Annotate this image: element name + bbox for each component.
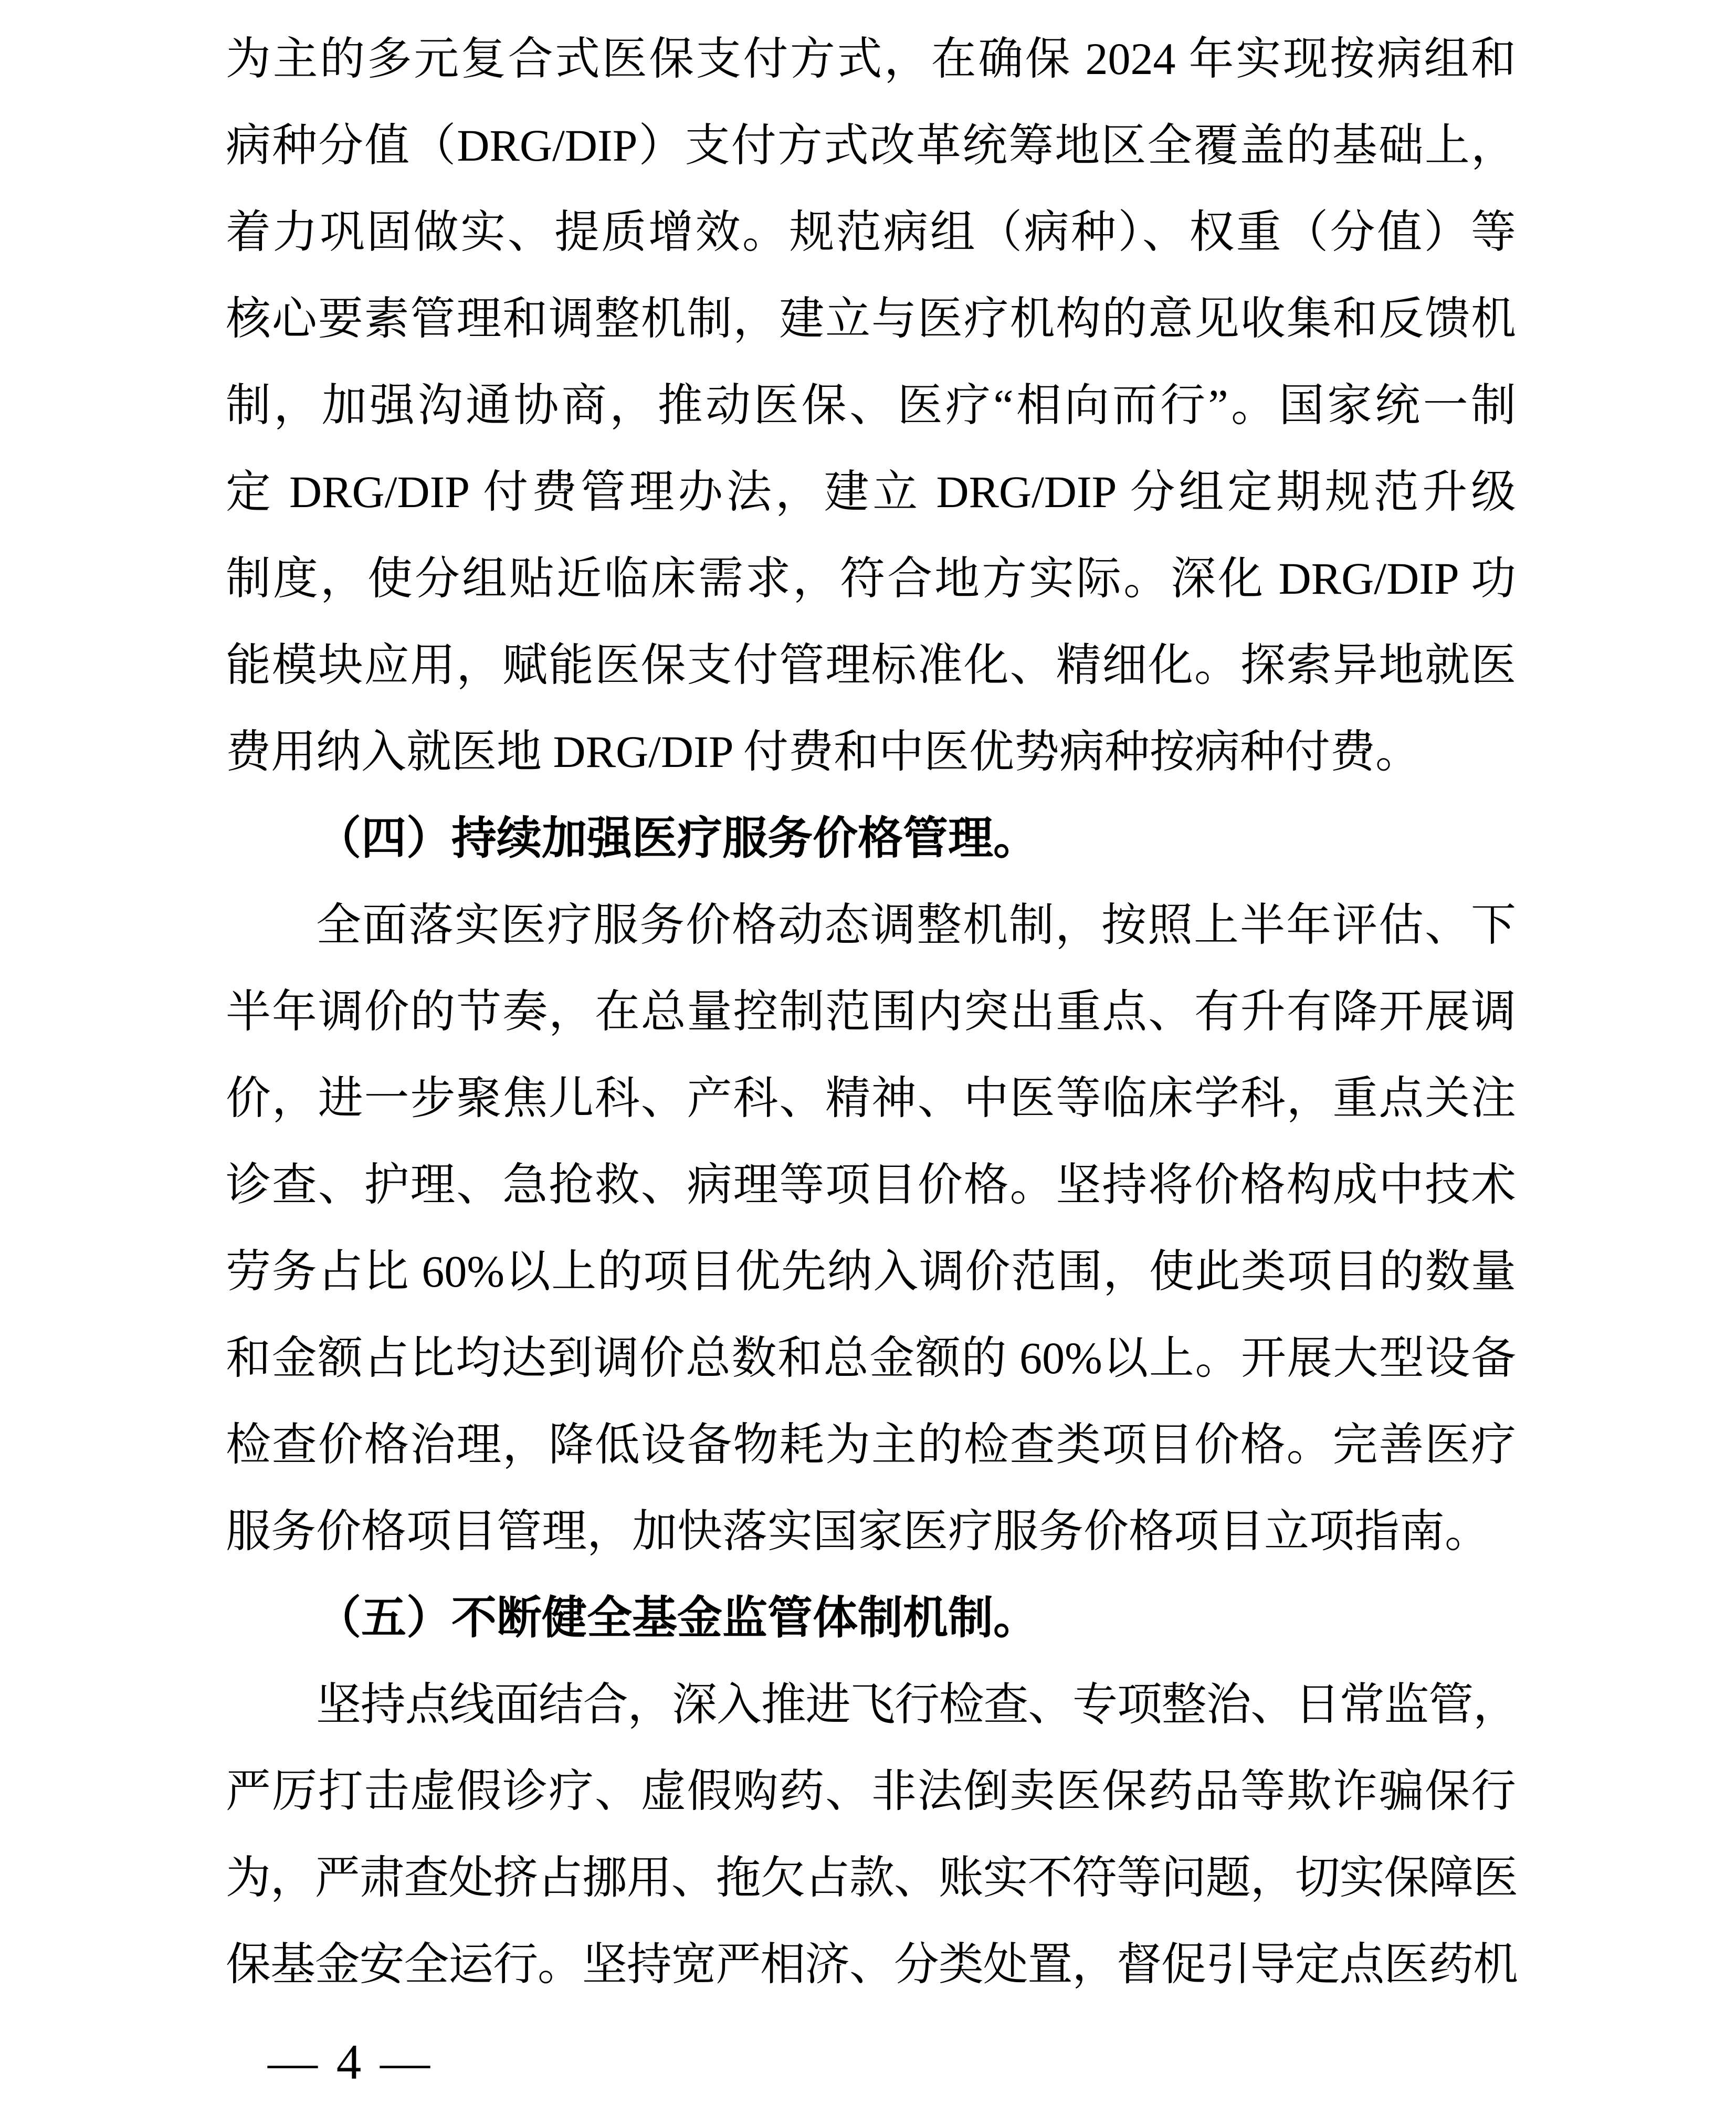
text-line: 核心要素管理和调整机制，建立与医疗机构的意见收集和反馈机 (226, 293, 1516, 344)
text-line: 全面落实医疗服务价格动态调整机制，按照上半年评估、下 (316, 900, 1516, 950)
text-line: 服务价格项目管理，加快落实国家医疗服务价格项目立项指南。 (226, 1506, 1490, 1556)
text-line: 严厉打击虚假诊疗、虚假购药、非法倒卖医保药品等欺诈骗保行 (226, 1766, 1516, 1816)
text-line: 诊查、护理、急抢救、病理等项目价格。坚持将价格构成中技术 (226, 1160, 1516, 1210)
text-line: 制，加强沟通协商，推动医保、医疗“相向而行”。国家统一制 (226, 380, 1516, 430)
text-line: 费用纳入就医地 DRG/DIP 付费和中医优势病种按病种付费。 (226, 727, 1421, 777)
section-heading-4: （四）持续加强医疗服务价格管理。 (316, 813, 1038, 864)
text-line: 着力巩固做实、提质增效。规范病组（病种）、权重（分值）等 (226, 207, 1516, 257)
text-line: 半年调价的节奏，在总量控制范围内突出重点、有升有降开展调 (226, 986, 1516, 1037)
text-line: 劳务占比 60%以上的项目优先纳入调价范围，使此类项目的数量 (226, 1246, 1516, 1297)
text-line: 为，严肃查处挤占挪用、拖欠占款、账实不符等问题，切实保障医 (226, 1853, 1516, 1903)
text-line: 坚持点线面结合，深入推进飞行检查、专项整治、日常监管， (316, 1679, 1516, 1730)
text-line: 为主的多元复合式医保支付方式，在确保 2024 年实现按病组和 (226, 34, 1516, 84)
text-line: 检查价格治理，降低设备物耗为主的检查类项目价格。完善医疗 (226, 1419, 1516, 1470)
section-heading-5: （五）不断健全基金监管体制机制。 (316, 1593, 1038, 1643)
text-line: 制度，使分组贴近临床需求，符合地方实际。深化 DRG/DIP 功 (226, 553, 1516, 604)
text-line: 定 DRG/DIP 付费管理办法，建立 DRG/DIP 分组定期规范升级 (226, 467, 1516, 517)
text-line: 保基金安全运行。坚持宽严相济、分类处置，督促引导定点医药机 (226, 1939, 1516, 1990)
text-line: 价，进一步聚焦儿科、产科、精神、中医等临床学科，重点关注 (226, 1073, 1516, 1123)
text-line: 病种分值（DRG/DIP）支付方式改革统筹地区全覆盖的基础上， (226, 120, 1516, 171)
document-body (226, 16, 1516, 2008)
text-line: 和金额占比均达到调价总数和总金额的 60%以上。开展大型设备 (226, 1333, 1516, 1383)
text-line: 能模块应用，赋能医保支付管理标准化、精细化。探索异地就医 (226, 640, 1516, 690)
page-number: — 4 — (268, 2034, 433, 2090)
